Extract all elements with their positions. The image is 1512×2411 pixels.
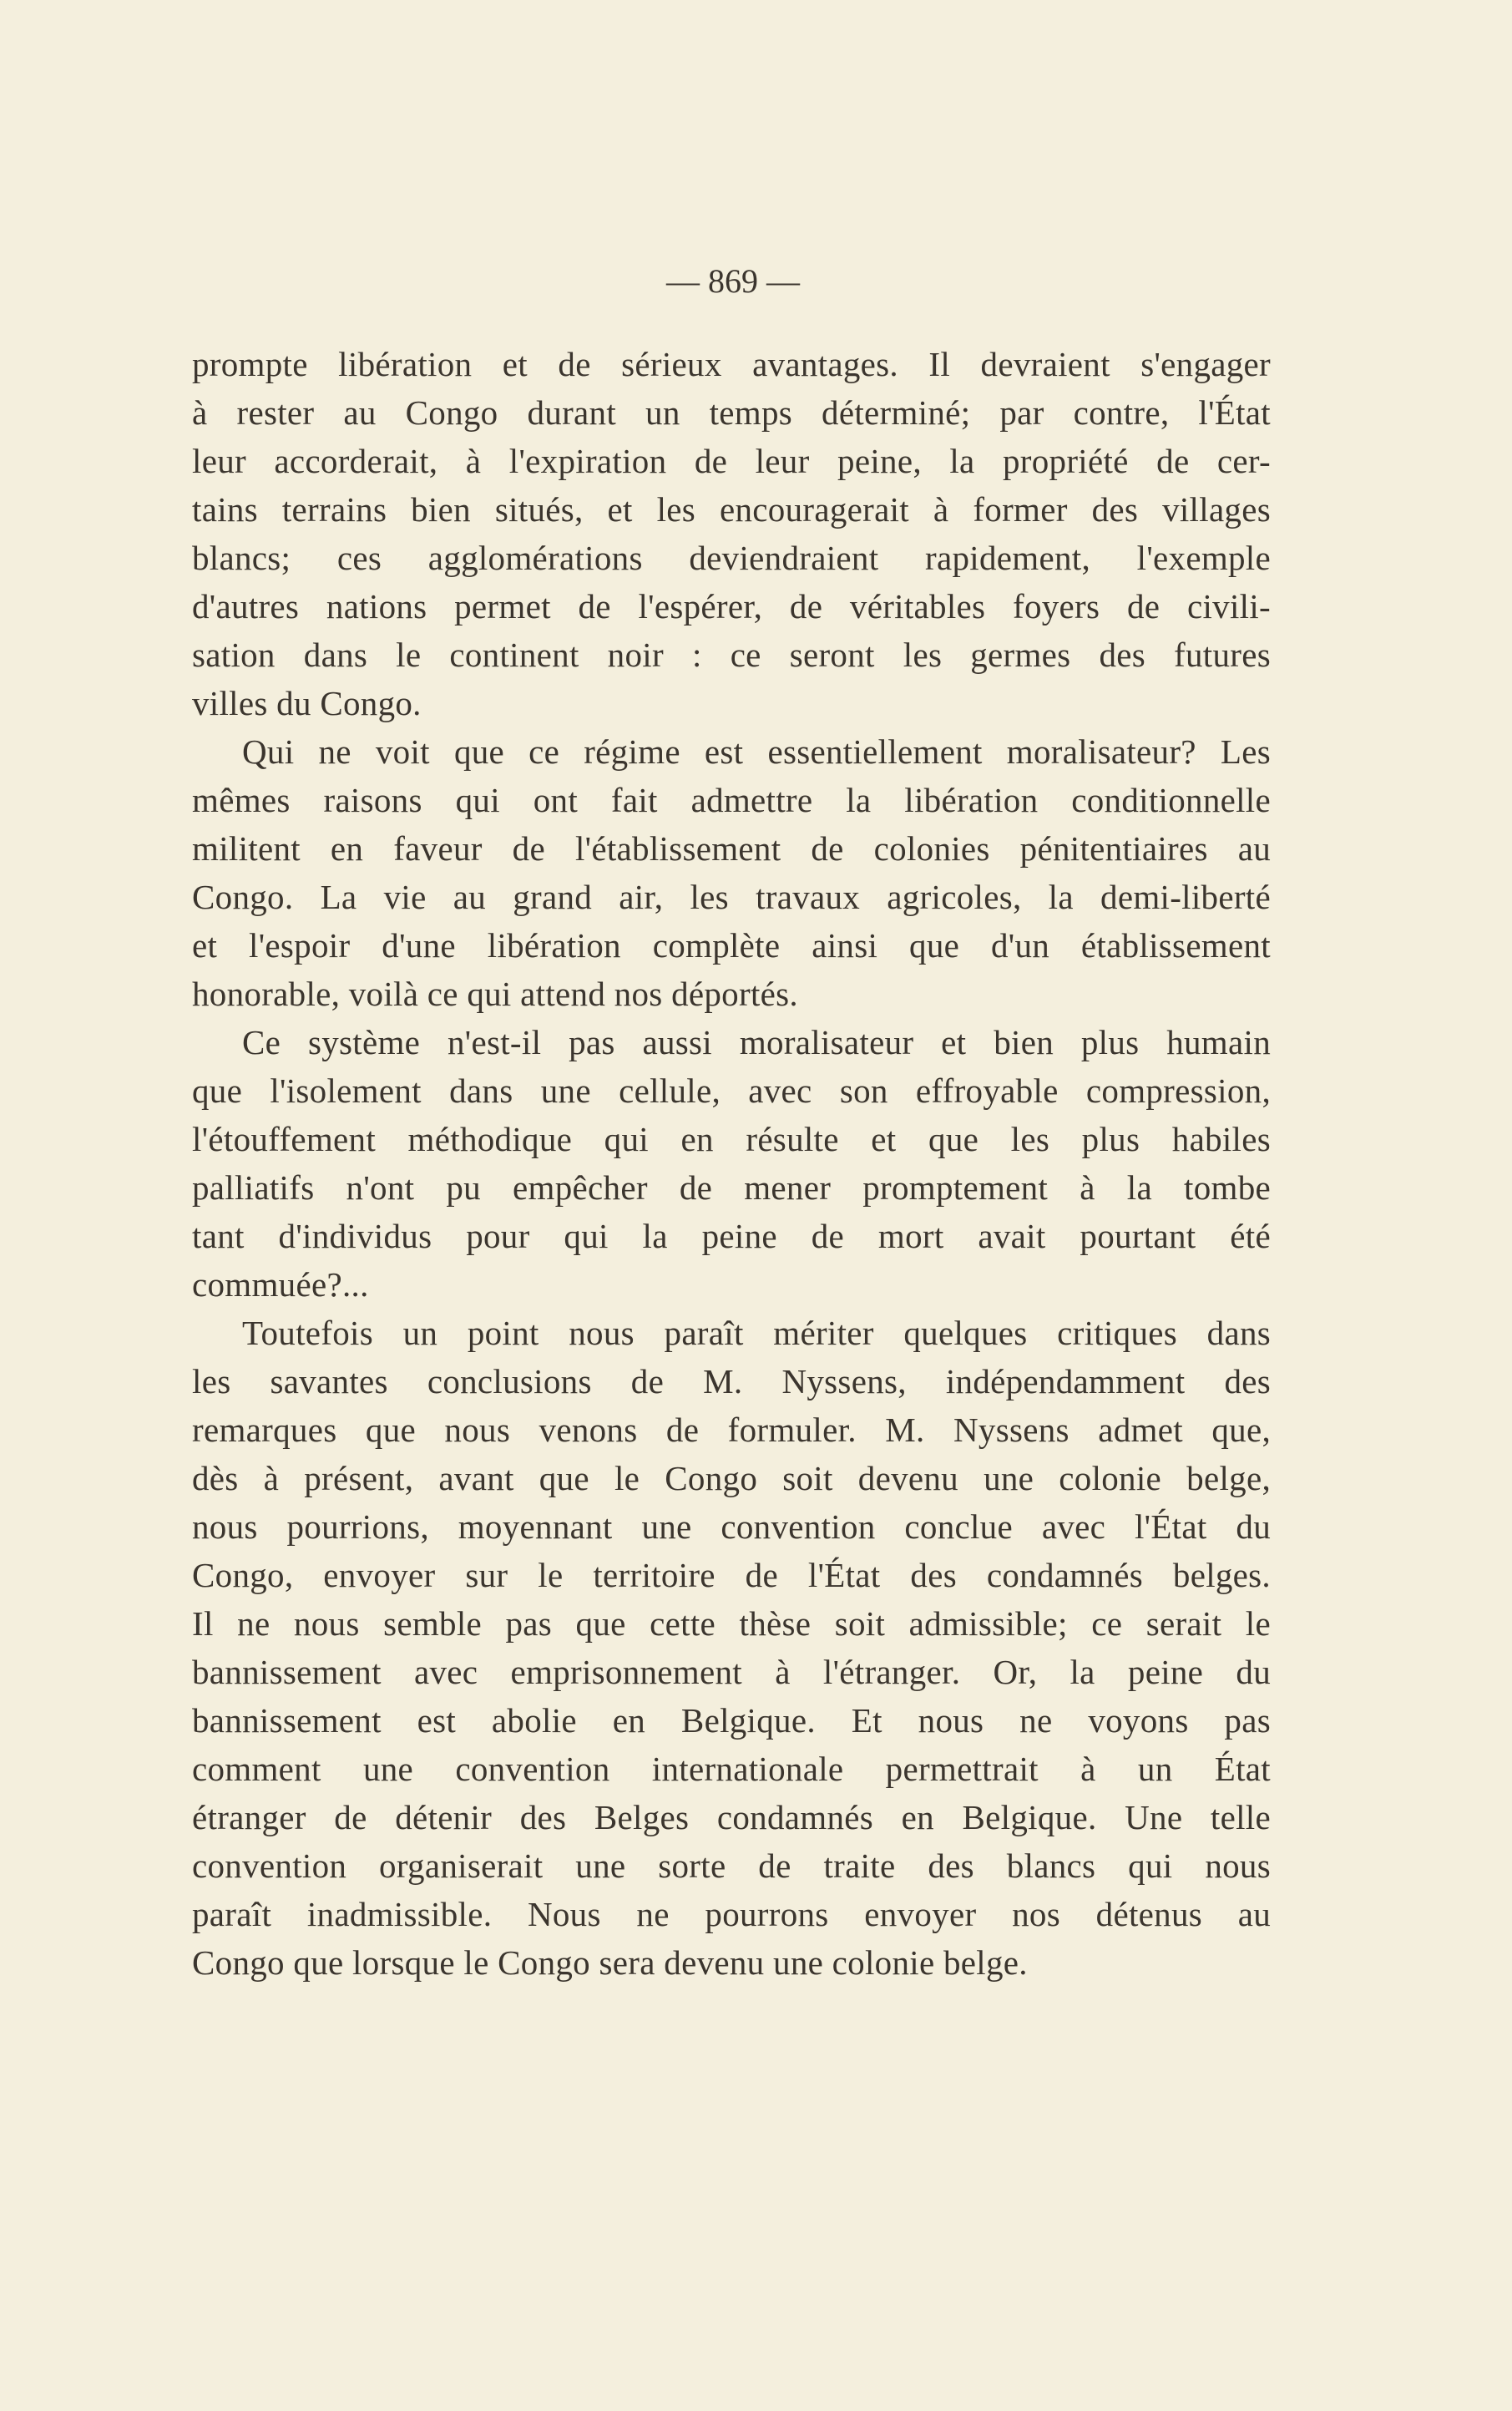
text-line: Congo que lorsque le Congo sera devenu une colonie belge. bbox=[192, 1943, 1028, 1982]
text-line: Qui ne voit que ce régime est essentiellement moralisateur? Les bbox=[242, 732, 1271, 771]
text-line: Ce système n'est-il pas aussi moralisateur et bien plus humain bbox=[242, 1023, 1271, 1061]
text-line: dès à présent, avant que le Congo soit devenu une colonie belge, bbox=[192, 1459, 1271, 1497]
text-line: Congo. La vie au grand air, les travaux agricoles, la demi-liberté bbox=[192, 878, 1271, 916]
text-line: militent en faveur de l'établissement de colonies pénitentiaires au bbox=[192, 829, 1271, 868]
text-line: sation dans le continent noir : ce seront les germes des futures bbox=[192, 636, 1271, 674]
text-line: comment une convention internationale permettrait à un État bbox=[192, 1750, 1271, 1788]
text-line: convention organiserait une sorte de traite des blancs qui nous bbox=[192, 1846, 1271, 1885]
text-line: palliatifs n'ont pu empêcher de mener promptement à la tombe bbox=[192, 1168, 1271, 1207]
text-line: tains terrains bien situés, et les encouragerait à former des villages bbox=[192, 490, 1271, 529]
text-line: Il ne nous semble pas que cette thèse soit admissible; ce serait le bbox=[192, 1604, 1271, 1643]
page-number: — 869 — bbox=[666, 262, 800, 300]
text-line: l'étouffement méthodique qui en résulte et que les plus habiles bbox=[192, 1120, 1271, 1158]
body-text bbox=[192, 340, 1271, 1987]
text-line: nous pourrions, moyennant une convention conclue avec l'État du bbox=[192, 1507, 1271, 1546]
text-line: les savantes conclusions de M. Nyssens, indépendamment des bbox=[192, 1362, 1271, 1401]
text-line: blancs; ces agglomérations deviendraient rapidement, l'exemple bbox=[192, 539, 1271, 577]
text-line: leur accorderait, à l'expiration de leur peine, la propriété de cer- bbox=[192, 442, 1271, 480]
text-line: d'autres nations permet de l'espérer, de véritables foyers de civili- bbox=[192, 587, 1271, 626]
text-line: Congo, envoyer sur le territoire de l'État des condamnés belges. bbox=[192, 1556, 1271, 1594]
text-line: bannissement est abolie en Belgique. Et nous ne voyons pas bbox=[192, 1701, 1271, 1740]
text-line: remarques que nous venons de formuler. M. Nyssens admet que, bbox=[192, 1411, 1271, 1449]
text-line: Toutefois un point nous paraît mériter quelques critiques dans bbox=[242, 1314, 1271, 1352]
text-line: tant d'individus pour qui la peine de mort avait pourtant été bbox=[192, 1217, 1271, 1255]
text-line: honorable, voilà ce qui attend nos déportés. bbox=[192, 975, 798, 1013]
text-line: bannissement avec emprisonnement à l'étranger. Or, la peine du bbox=[192, 1653, 1271, 1691]
text-line: que l'isolement dans une cellule, avec son effroyable compression, bbox=[192, 1071, 1271, 1110]
text-line: prompte libération et de sérieux avantages. Il devraient s'engager bbox=[192, 345, 1271, 383]
text-line: paraît inadmissible. Nous ne pourrons envoyer nos détenus au bbox=[192, 1895, 1271, 1933]
text-line: villes du Congo. bbox=[192, 684, 422, 722]
text-line: à rester au Congo durant un temps déterminé; par contre, l'État bbox=[192, 393, 1271, 432]
text-line: et l'espoir d'une libération complète ainsi que d'un établissement bbox=[192, 926, 1271, 965]
text-line: étranger de détenir des Belges condamnés en Belgique. Une telle bbox=[192, 1798, 1271, 1836]
text-line: mêmes raisons qui ont fait admettre la libération conditionnelle bbox=[192, 781, 1271, 819]
text-line: commuée?... bbox=[192, 1265, 369, 1304]
